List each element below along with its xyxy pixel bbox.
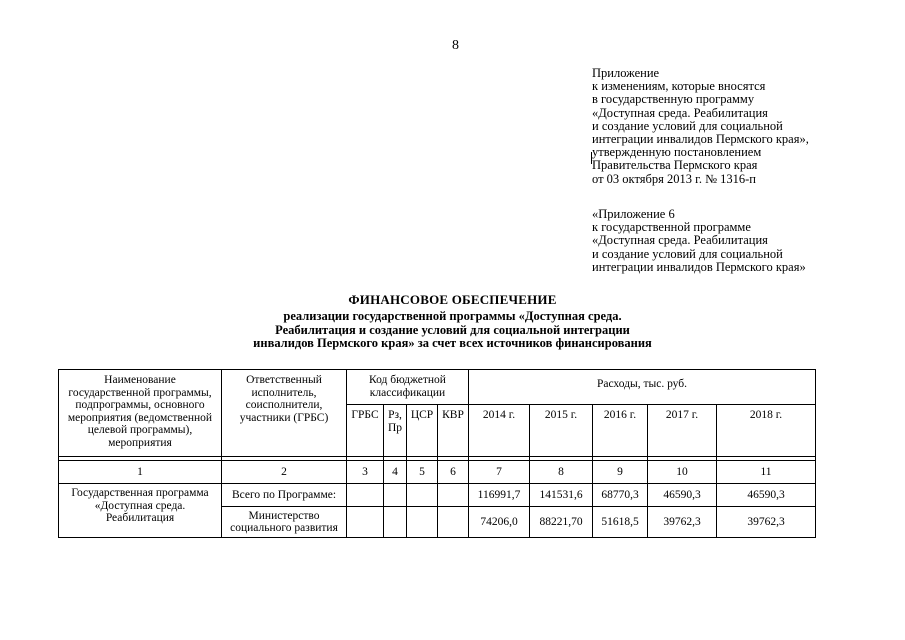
column-number: 3 [347, 461, 384, 484]
appendix-note [592, 67, 809, 186]
row-executor: Всего по Программе: [222, 484, 347, 507]
header-row [59, 370, 816, 405]
column-number: 9 [593, 461, 648, 484]
row-value: 46590,3 [648, 484, 717, 507]
page-number: 8 [452, 38, 459, 53]
column-number: 7 [469, 461, 530, 484]
subtitle-line: инвалидов Пермского края» за счет всех источников финансирования [253, 336, 652, 350]
row-value: 88221,70 [530, 507, 593, 538]
column-number: 5 [407, 461, 438, 484]
document-subtitle [200, 310, 705, 351]
margin-mark [591, 152, 592, 164]
column-number: 6 [438, 461, 469, 484]
appendix-line: к изменениям, которые вносятся [592, 79, 766, 94]
header-year-2017: 2017 г. [648, 405, 717, 457]
row-value: 46590,3 [717, 484, 816, 507]
appendix6-line: «Приложение 6 [592, 207, 675, 221]
appendix-line: утвержденную постановлением [592, 145, 762, 160]
appendix-line: «Доступная среда. Реабилитация [592, 105, 768, 120]
header-rzpr: Рз, Пр [384, 405, 407, 457]
appendix-line: интеграции инвалидов Пермского края», [592, 132, 809, 147]
header-year-2015: 2015 г. [530, 405, 593, 457]
row-value: 39762,3 [648, 507, 717, 538]
document-title: ФИНАНСОВОЕ ОБЕСПЕЧЕНИЕ [348, 292, 557, 307]
column-number: 10 [648, 461, 717, 484]
column-number: 1 [59, 461, 222, 484]
appendix6-line: интеграции инвалидов Пермского края» [592, 259, 806, 274]
appendix-line: Приложение [592, 66, 660, 80]
header-year-2016: 2016 г. [593, 405, 648, 457]
header-kbk: Код бюджетной классификации [347, 370, 469, 405]
header-year-2014: 2014 г. [469, 405, 530, 457]
header-kvr: КВР [438, 405, 469, 457]
appendix6-line: «Доступная среда. Реабилитация [592, 233, 768, 248]
subtitle-line: Реабилитация и создание условий для социальной интеграции [275, 322, 630, 337]
column-number: 8 [530, 461, 593, 484]
appendix-line: Правительства Пермского края [592, 158, 758, 173]
column-number: 2 [222, 461, 347, 484]
appendix6-line: и создание условий для социальной [592, 246, 783, 261]
appendix6-line: к государственной программе [592, 220, 751, 235]
appendix-line: от 03 октября 2013 г. № 1316-п [592, 171, 756, 186]
header-expenses: Расходы, тыс. руб. [469, 370, 816, 405]
row-value: 74206,0 [469, 507, 530, 538]
row-value: 51618,5 [593, 507, 648, 538]
appendix6-note [592, 208, 806, 274]
appendix-line: в государственную программу [592, 92, 755, 107]
program-name: Государственная программа «Доступная среда. Реабилитация [59, 484, 222, 538]
subtitle-line: реализации государственной программы «Доступная среда. [283, 309, 622, 323]
column-number: 4 [384, 461, 407, 484]
row-executor: Министерство социального развития [222, 507, 347, 538]
header-csr: ЦСР [407, 405, 438, 457]
row-value: 141531,6 [530, 484, 593, 507]
row-value: 68770,3 [593, 484, 648, 507]
column-number: 11 [717, 461, 816, 484]
header-grbs: ГРБС [347, 405, 384, 457]
appendix-line: и создание условий для социальной [592, 118, 783, 133]
header-executor: Ответственный исполнитель, соисполнители, участники (ГРБС) [222, 370, 347, 457]
row-value: 39762,3 [717, 507, 816, 538]
table-row [59, 484, 816, 507]
column-numbers-row [59, 461, 816, 484]
header-name: Наименование государственной программы, подпрограммы, основного мероприятия (ведомственной целевой программы), мероприятия [59, 370, 222, 457]
financing-table [58, 369, 816, 538]
header-year-2018: 2018 г. [717, 405, 816, 457]
row-value: 116991,7 [469, 484, 530, 507]
